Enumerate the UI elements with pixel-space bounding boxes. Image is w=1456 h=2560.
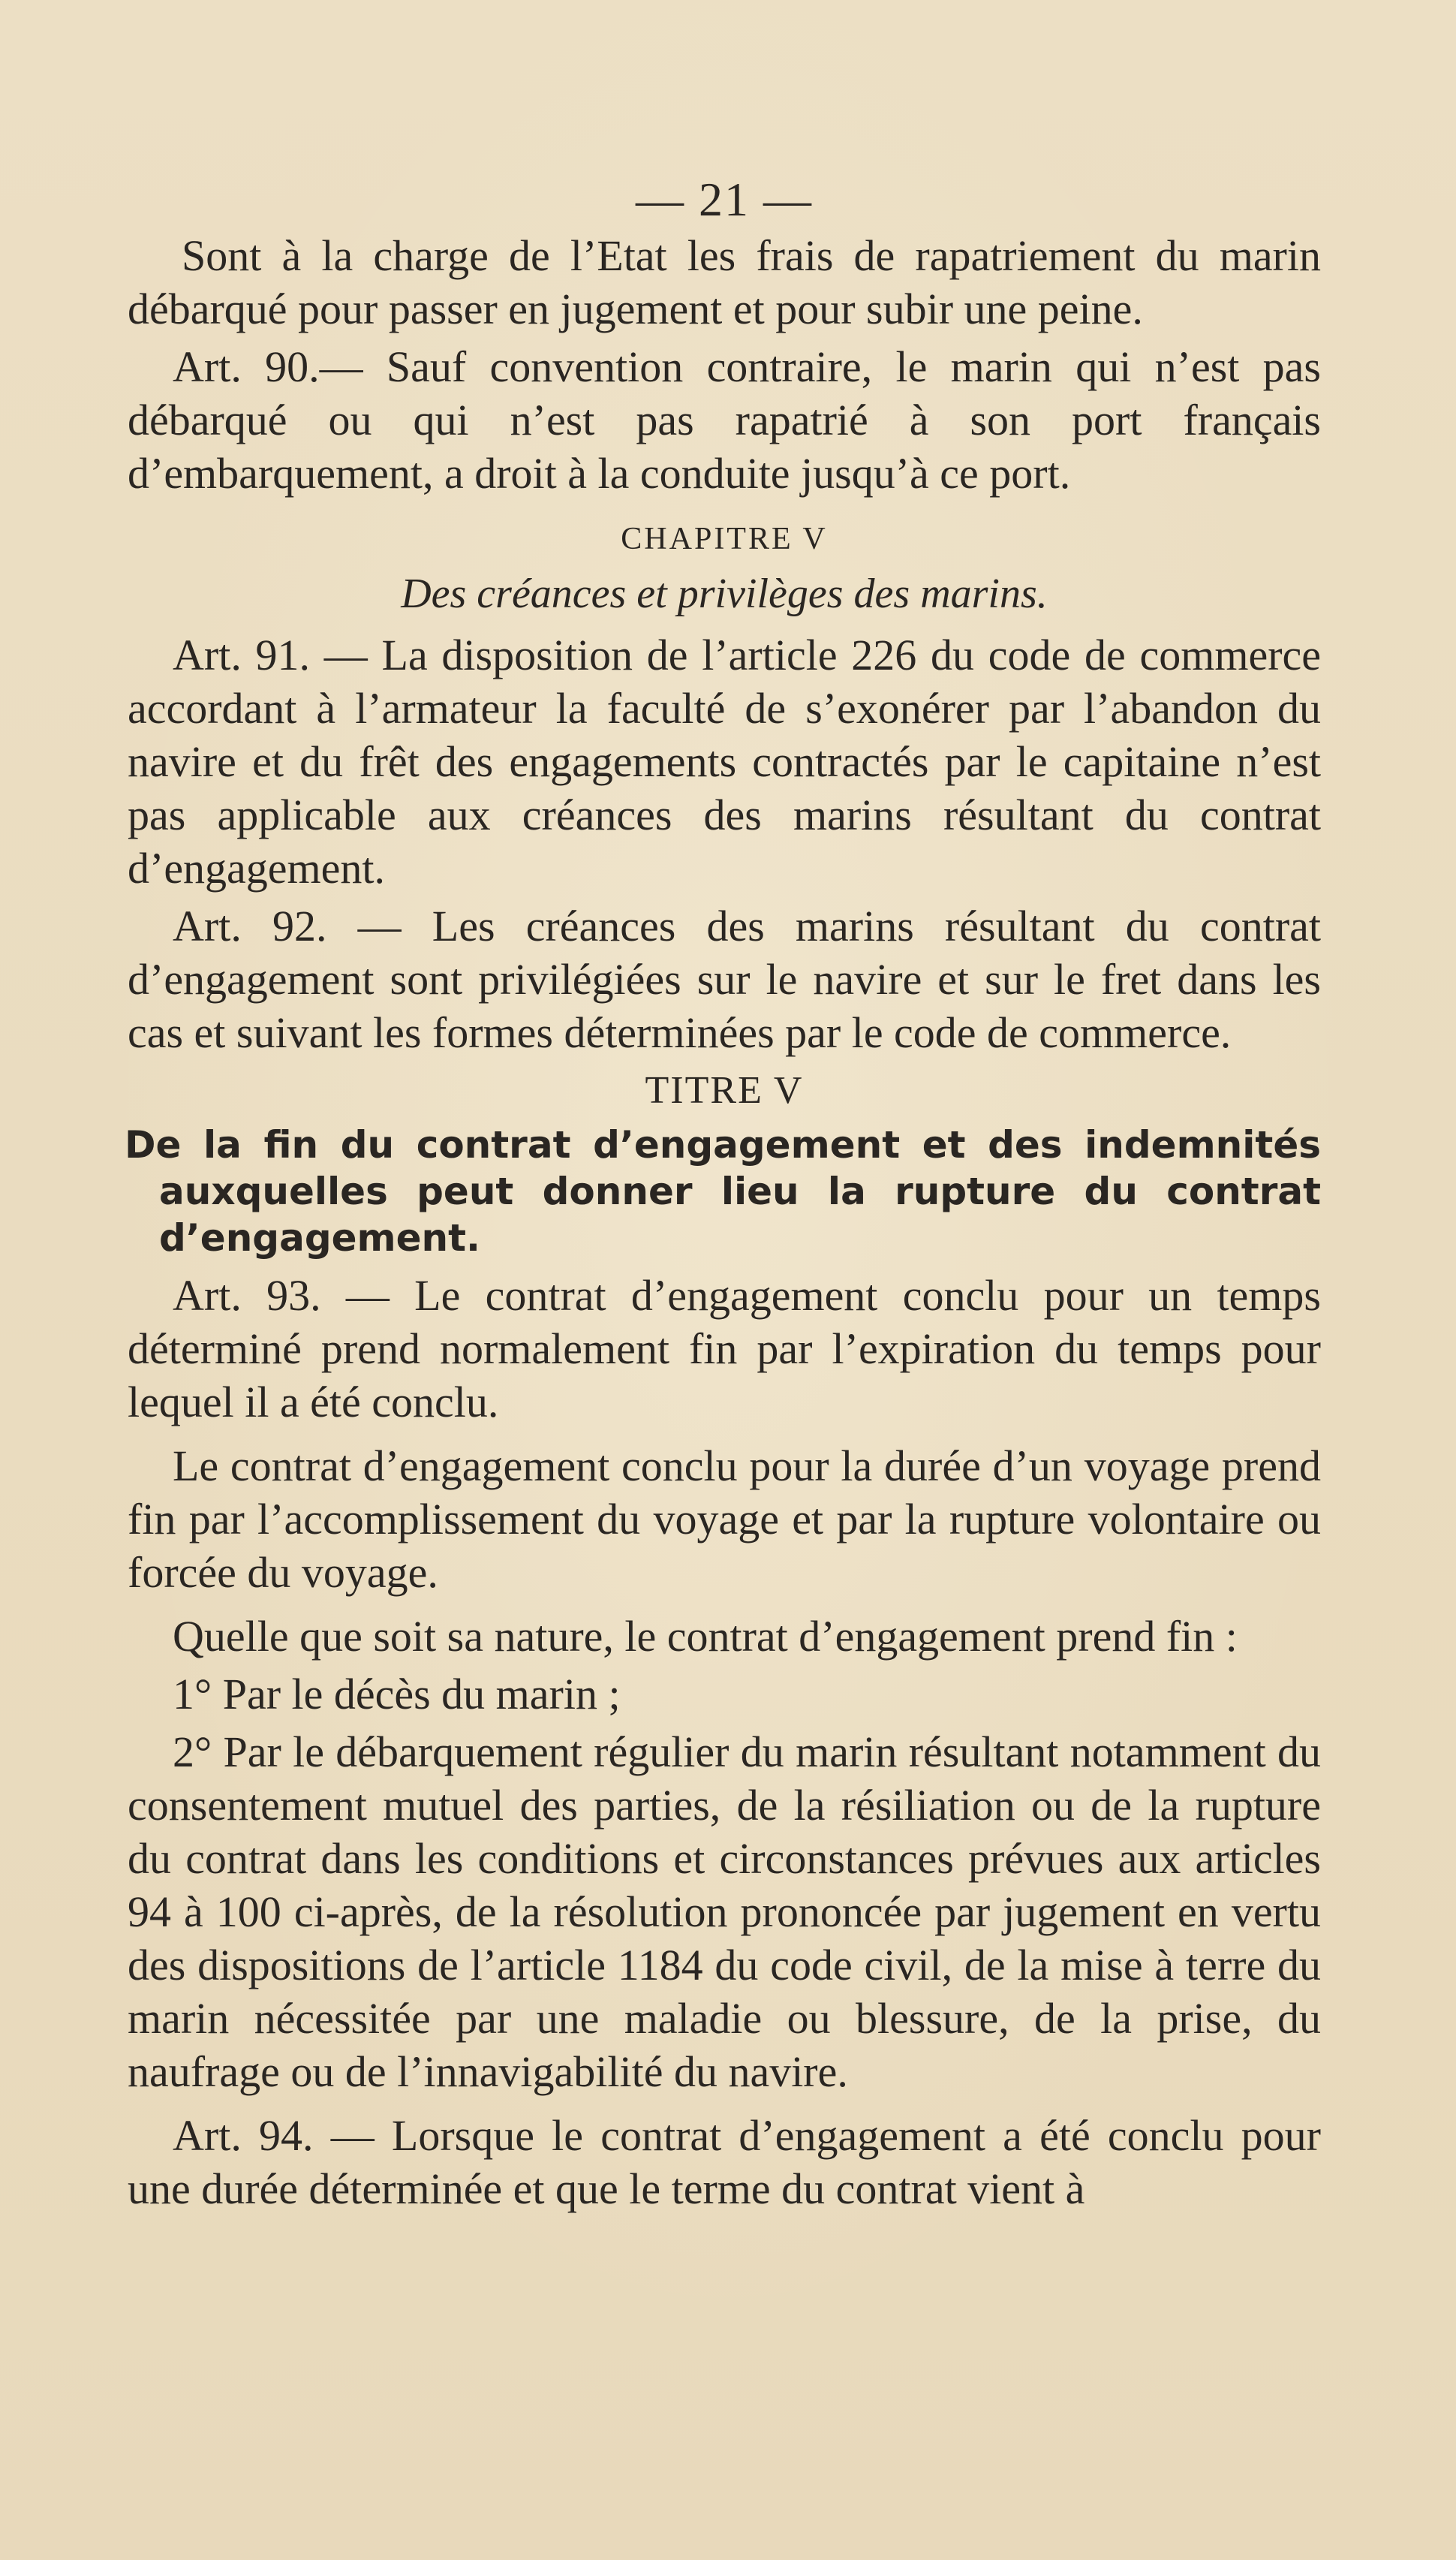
paragraph-voyage-contract: Le contrat d’engagement conclu pour la durée d’un voyage prend fin par l’accomplissement du voyage et par la rupture volontaire ou forcée du voyage. (128, 1441, 1321, 1597)
titre-label: TITRE V (645, 1069, 804, 1112)
article-93: Art. 93. — Le contrat d’engagement conclu pour un temps déterminé prend normalement fin par l’expiration du temps pour lequel il a été conclu. (128, 1271, 1321, 1426)
article-92: Art. 92. — Les créances des marins résultant du contrat d’engagement sont privilégiées sur le navire et sur le fret dans les cas et suivant les formes déterminées par le code de commerce. (128, 902, 1321, 1057)
paragraph-contract-end-intro: Quelle que soit sa nature, le contrat d’engagement prend fin : (173, 1612, 1238, 1661)
titre-heading: De la fin du contrat d’engagement et des indemnités auxquelles peut donner lieu la rupture du contrat d’engagement. (125, 1123, 1321, 1260)
paragraph-repatriation-costs: Sont à la charge de l’Etat les frais de rapatriement du marin débarqué pour passer en jugement et pour subir une peine. (128, 231, 1321, 333)
article-91: Art. 91. — La disposition de l’article 226 du code de commerce accordant à l’armateur la faculté de s’exonérer par l’abandon du navire et du frêt des engagements contractés par le capitaine n’est pas applicable aux créances des marins résultant du contrat d’engagement. (128, 631, 1321, 893)
list-item-death: 1° Par le décès du marin ; (173, 1670, 621, 1718)
page-number: — 21 — (636, 173, 813, 226)
chapter-label: CHAPITRE V (621, 522, 828, 556)
page-text (125, 173, 1321, 2215)
article-90: Art. 90.— Sauf convention contraire, le marin qui n’est pas débarqué ou qui n’est pas rapatrié à son port français d’embarquement, a droit à la conduite jusqu’à ce port. (128, 342, 1321, 498)
list-item-disembarkation: 2° Par le débarquement régulier du marin résultant notamment du consentement mutuel des parties, de la résiliation ou de la rupture du contrat dans les conditions et circonstances prévues aux articles 94 à 100 ci-après, de la résolution prononcée par jugement en vertu des dispositions de l’article 1184 du code civil, de la mise à terre du marin nécessitée par une maladie ou blessure, de la prise, du naufrage ou de l’innavigabilité du navire. (128, 1727, 1321, 2096)
chapter-title: Des créances et privilèges des marins. (401, 571, 1048, 617)
article-94: Art. 94. — Lorsque le contrat d’engagement a été conclu pour une durée déterminée et que le terme du contrat vient à (128, 2111, 1321, 2213)
